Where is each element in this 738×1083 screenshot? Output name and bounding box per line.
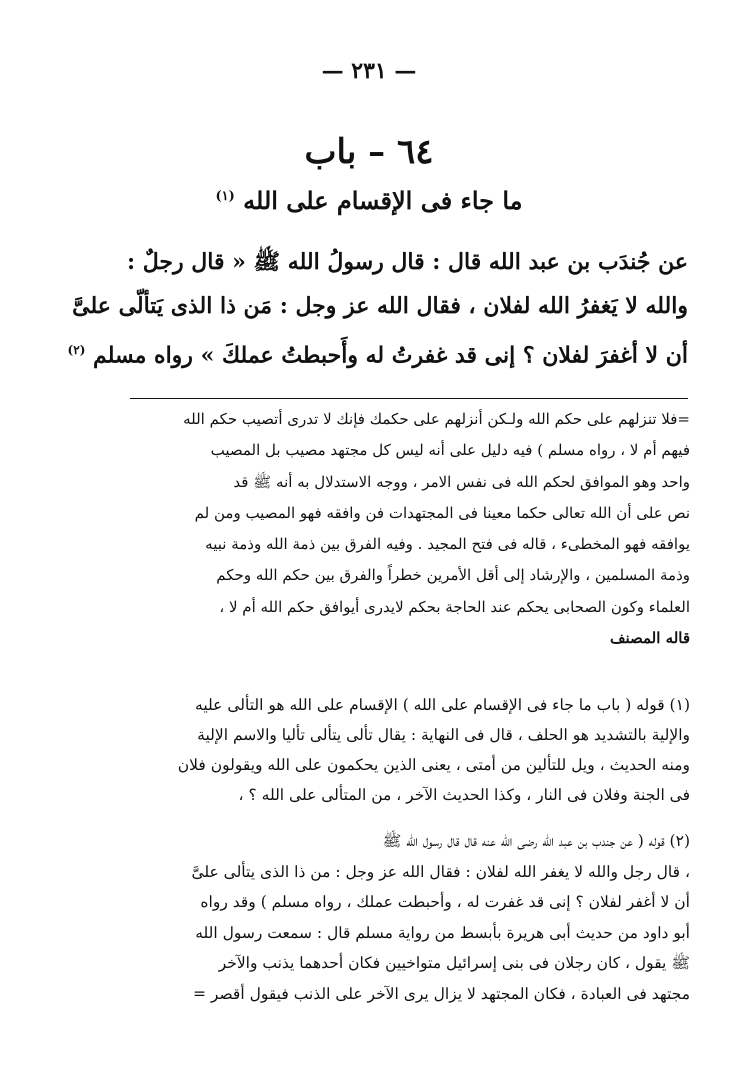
footnote-line: والإلية بالتشديد هو الحلف ، قال فى النهاية : يقال تألى يتألى تأليا والاسم الإلية xyxy=(197,726,690,744)
footnote-continuation xyxy=(90,404,690,654)
hadith-line xyxy=(67,328,688,377)
footnote-line: العلماء وكون الصحابى يحكم عند الحاجة بحكم لايدرى أيوافق حكم الله أم لا ، xyxy=(219,597,690,616)
footnote-line: =فلا تنزلهم على حكم الله ولـكن أنزلهم على حكمك فإنك لا تدرى أتصيب حكم الله xyxy=(183,410,690,428)
footnote-line: أبو داود من حديث أبى هريرة بأبسط من رواية مسلم قال : سمعت رسول الله xyxy=(195,923,690,942)
footnote-line: (٢) قوله ( عن جندب بن عبد الله رضى الله عنه قال قال رسول الله ﷺ xyxy=(382,832,690,850)
footnote-line: (١) قوله ( باب ما جاء فى الإقسام على الله ) الإقسام على الله هو التألى عليه xyxy=(195,696,690,714)
hadith-text xyxy=(67,240,688,377)
chapter-heading: ٦٤ – باب xyxy=(304,132,434,172)
footnote-line: نص على أن الله تعالى حكما معينا فى المجتهدات فن وافقه فهو المصيب ومن لم xyxy=(194,503,690,522)
footnote-line: يوافقه فهو المخطىء ، قاله فى فتح المجيد . وفيه الفرق بين ذمة الله وذمة نبيه xyxy=(205,535,690,554)
hadith-line-text: أن لا أغفرَ لفلان ؟ إنى قد غفرتُ له وأَحبطتُ عملكَ » رواه مسلم xyxy=(93,342,688,369)
page-number: — ٢٣١ — xyxy=(321,58,417,84)
chapter-subtitle xyxy=(0,186,738,215)
footnote-line: أن لا أغفر لفلان ؟ إنى قد غفرت له ، وأحبطت عملك ، رواه مسلم ) وقد رواه xyxy=(200,893,690,911)
footnote-1 xyxy=(90,690,690,810)
hadith-line: والله لا يَغفرُ الله لفلان ، فقال الله عز وجل : مَن ذا الذى يَتألّى علىَّ xyxy=(72,293,688,319)
footnote-line: ومنه الحديث ، ويل للتألين من أمتى ، يعنى الذين يحكمون على الله ويقولون فلان xyxy=(177,756,690,774)
footnote-line: واحد وهو الموافق لحكم الله فى نفس الامر ، ووجه الاستدلال به أنه ﷺ قد xyxy=(233,472,690,491)
footnote-line: قاله المصنف xyxy=(609,629,690,648)
footnote-marker: (٢) xyxy=(67,343,86,357)
hadith-line: عن جُندَب بن عبد الله قال : قال رسولُ الله ﷺ « قال رجلٌ : xyxy=(126,249,688,275)
footnote-line: ، قال رجل والله لا يغفر الله لفلان : فقال الله عز وجل : من ذا الذى يتألى علىَّ xyxy=(191,862,690,881)
footnote-line: وذمة المسلمين ، والإرشاد إلى أقل الأمرين خطراً والفرق بين حكم الله وحكم xyxy=(216,566,690,585)
footnote-line: ﷺ يقول ، كان رجلان فى بنى إسرائيل متواخيين فكان أحدهما يذنب والآخر xyxy=(218,954,690,972)
footnote-line: فى الجنة وفلان فى النار ، وكذا الحديث الآخر ، من المتألى على الله ؟ ، xyxy=(238,786,690,804)
footnote-line: مجتهد فى العبادة ، فكان المجتهد لا يزال يرى الآخر على الذنب فيقول أقصر = xyxy=(193,984,690,1003)
footnote-line: فيهم أم لا ، رواه مسلم ) فيه دليل على أنه ليس كل مجتهد مصيب بل المصيب xyxy=(210,441,690,460)
footnote-2 xyxy=(90,826,690,1009)
footnote-marker: (١) xyxy=(215,189,235,204)
chapter-subtitle-text: ما جاء فى الإقسام على الله xyxy=(243,186,523,215)
footnote-divider xyxy=(130,398,688,399)
